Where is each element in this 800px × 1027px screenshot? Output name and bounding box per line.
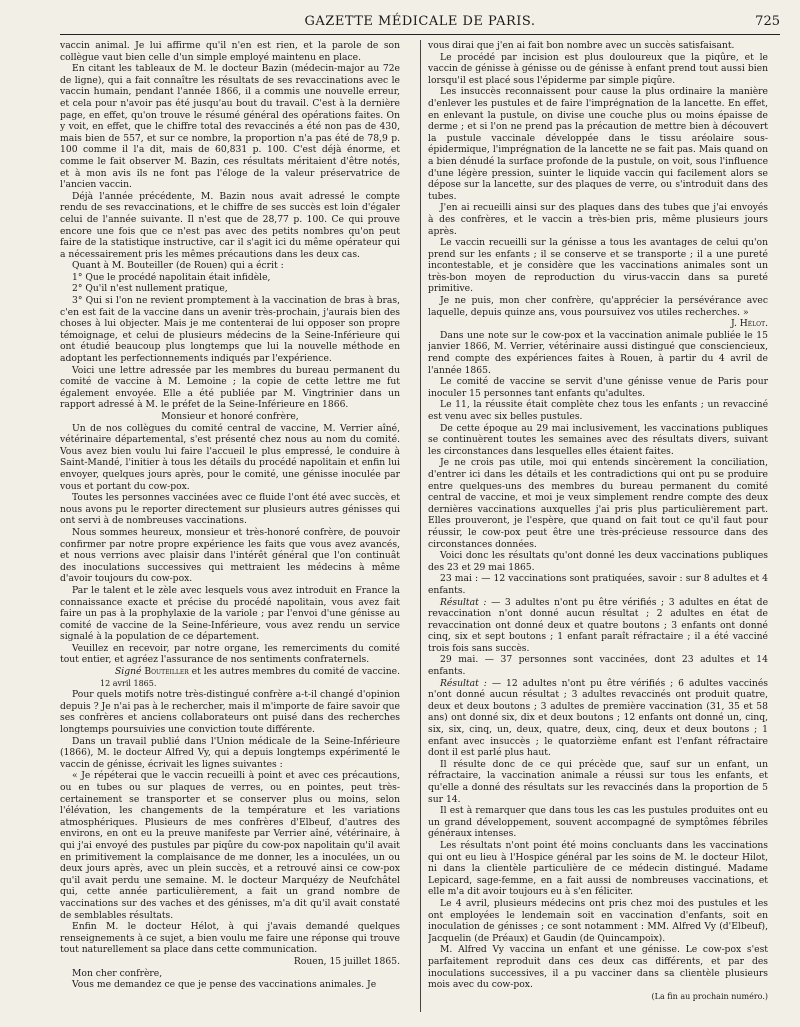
paragraph: Le 11, la réussite était complète chez tous les enfants ; un revacciné est venu avec six belles pustules.: [428, 399, 768, 422]
paragraph: Par le talent et le zèle avec lesquels vous avez introduit en France la connaissance exacte et précise du procédé napolitain, vous avez fait faire un pas à la prophylaxie de la variole ; par l'envoi d'une génisse au comité de vaccine de la Seine-Inférieure, vous avez rendu un service signalé à la population de ce département.: [60, 584, 400, 643]
paragraph: 29 mai. — 37 personnes sont vaccinées, dont 23 adultes et 14 enfants.: [428, 654, 768, 678]
paragraph: Pour quels motifs notre très-distingué confrère a-t-il changé d'opinion depuis ? Je n'ai pas à le rechercher, mais il m'importe de faire savoir que ses confrères et anciens collaborateurs ont puisé dans des recherches longtemps poursuivies une conviction toute différente.: [60, 689, 400, 736]
paragraph: Le 4 avril, plusieurs médecins ont pris chez moi des pustules et les ont employées le lendemain soit en vaccination d'enfants, soit en inoculation de génisses ; ce sont notamment : MM. Alfred Vy (d'Elbeuf), Jacquelin (de Préaux) et Gaudin (de Quincampoix).: [428, 897, 768, 944]
paragraph: 23 mai : — 12 vaccinations sont pratiquées, savoir : sur 8 adultes et 4 enfants.: [428, 573, 768, 596]
paragraph: Un de nos collègues du comité central de vaccine, M. Verrier aîné, vétérinaire départemental, s'est présenté chez nous au nom du comité. Vous avez bien voulu lui faire l'accueil le plus empressé, le conduire à Saint-Mandé, l'initier à tous les détails du procédé napolitain et enfin lui envoyer, quelques jours après, pour le comité, une génisse inoculée par vous et portant du cow-pox.: [60, 422, 400, 492]
list-item: 1° Que le procédé napolitain était infidèle,: [72, 271, 271, 283]
paragraph: vous dirai que j'en ai fait bon nombre avec un succès satisfaisant.: [428, 40, 735, 51]
letter-date: 12 avril 1865.: [100, 678, 157, 688]
page-number: 725: [755, 14, 780, 29]
signature-name: Bouteiller: [144, 666, 189, 678]
paragraph: Enfin M. le docteur Hélot, à qui j'avais demandé quelques renseignements à ce sujet, a bien voulu me faire une réponse qui trouve tout naturellement sa place dans cette communication.: [60, 921, 400, 956]
paragraph: M. Alfred Vy vaccina un enfant et une génisse. Le cow-pox s'est parfaitement reproduit dans ces deux cas différents, et par des inoculations successives, il a pu vacciner dans sa clientèle plusieurs mois avec du cow-pox.: [428, 944, 768, 991]
paragraph: [428, 597, 768, 655]
paragraph: En citant les tableaux de M. le docteur Bazin (médecin-major au 72e de ligne), qui a fait connaître les résultats de ses revaccinations avec le vaccin humain, pendant l'année 1866, il a commis une nouvelle erreur, et cela pour n'avoir pas été jusqu'au bout du travail. C'est à la dernière page, en effet, qu'on trouve le résumé général des opérations faites. On y voit, en effet, que le chiffre total des revaccinés a été non pas de 430, mais bien de 557, et sur ce nombre, la proportion n'a pas été de 78,9 p. 100 comme il l'a dit, mais de 60,831 p. 100. C'est déjà énorme, et comme le fait observer M. Bazin, ces résultats méritaient d'être notés, et à mon avis ils ne font pas l'éloge de la valeur préservatrice de l'ancien vaccin.: [60, 63, 400, 191]
letter-salutation: Monsieur et honoré confrère,: [161, 411, 299, 422]
paragraph: Je ne crois pas utile, moi qui entends sincèrement la conciliation, d'entrer ici dans les détails et les contradictions qui ont pu se produire entre quelques-uns des membres du bureau permanent du comité central de vaccine, et moi je veux simplement rendre compte des deux dernières vaccinations auxquelles j'ai pris plus particulièrement part. Elles prouveront, je l'espère, que quand on fait tout ce qu'il faut pour réussir, le cow-pox peut être une très-précieuse ressource dans des circonstances données.: [428, 457, 768, 550]
signature-label: Signé: [115, 666, 142, 678]
result-text: — 12 adultes n'ont pu être vérifiés ; 6 adultes vaccinés n'ont donné aucun résultat ; 3 adultes revaccinés ont produit quatre, deux et deux boutons ; 3 adultes de première vaccination (31, 35 et 58 ans) ont donné six, dix et deux boutons ; 12 enfants ont donné un, cinq, six, six, cinq, un, deux, quatre, deux, cinq, deux et deux boutons ; 1 enfant avec insuccès ; le quatorzième enfant est l'enfant réfractaire dont il est parlé plus haut.: [428, 677, 768, 759]
paragraph: Les résultats n'ont point été moins concluants dans les vaccinations qui ont eu lieu à l'Hospice général par les soins de M. le docteur Hilot, ni dans la clientèle particulière de ce médecin distingué. Madame Lepicard, sage-femme, en a fait aussi de nombreuses vaccinations, et elle m'a dit avoir toujours eu à s'en féliciter.: [428, 839, 768, 898]
result-label: Résultat :: [440, 677, 487, 689]
paragraph: [428, 678, 768, 759]
paragraph: vaccin animal. Je lui affirme qu'il n'en est rien, et la parole de son collègue vaut bien celle d'un simple employé maintenu en place.: [60, 40, 400, 63]
paragraph: De cette époque au 29 mai inclusivement, les vaccinations publiques se continuèrent toutes les semaines avec des résultats divers, suivant les circonstances dans lesquelles elles étaient faites.: [428, 422, 768, 457]
paragraph: Vous me demandez ce que je pense des vaccinations animales. Je: [72, 979, 377, 991]
paragraph: Je ne puis, mon cher confrère, qu'apprécier la persévérance avec laquelle, depuis quinze ans, vous poursuivez vos utiles recherches. »: [428, 295, 768, 318]
page-header: [60, 12, 780, 35]
paragraph: Le procédé par incision est plus douloureux que la piqûre, et le vaccin de génisse à génisse ou de génisse à enfant prend tout aussi bien lorsqu'il est placé sous l'épiderme par simple piqûre.: [428, 51, 768, 86]
result-label: Résultat :: [440, 596, 487, 608]
left-column: [60, 40, 400, 1020]
list-item: 3° Qui si l'on ne revient promptement à la vaccination de bras à bras, c'en est fait de la vaccine dans un avenir très-prochain, j'aurais bien des choses à lui objecter. Mais je me contenterai de lui opposer son propre témoignage, et celui de plusieurs médecins de la Seine-Inférieure qui ont étudié beaucoup plus longtemps que lui la nouvelle méthode en adoptant les perfectionnements indiqués par l'expérience.: [60, 295, 400, 365]
paragraph: Le comité de vaccine se servit d'une génisse venue de Paris pour inoculer 15 personnes tant enfants qu'adultes.: [428, 376, 768, 399]
paragraph: Veuillez en recevoir, par notre organe, les remerciments du comité tout entier, et agréez l'assurance de nos sentiments confraternels.: [60, 642, 400, 666]
column-divider: [420, 40, 421, 1012]
journal-title: GAZETTE MÉDICALE DE PARIS.: [304, 14, 536, 29]
paragraph: Dans une note sur le cow-pox et la vaccination animale publiée le 15 janvier 1866, M. Verrier, vétérinaire aussi distingué que consciencieux, rend compte des expériences faites à Rouen, à partir du 4 avril de l'année 1865.: [428, 329, 768, 376]
letter-salutation: Mon cher confrère,: [72, 967, 163, 979]
paragraph: Dans un travail publié dans l'Union médicale de la Seine-Inférieure (1866), M. le docteur Alfred Vy, qui a depuis longtemps expérimenté le vaccin de génisse, écrivait les lignes suivantes :: [60, 735, 400, 770]
paragraph: Il est à remarquer que dans tous les cas les pustules produites ont eu un grand développement, souvent accompagné de symptômes fébriles généraux intenses.: [428, 805, 768, 840]
paragraph: Voici donc les résultats qu'ont donné les deux vaccinations publiques des 23 et 29 mai 1865.: [428, 550, 768, 573]
letter-date: Rouen, 15 juillet 1865.: [293, 955, 400, 967]
paragraph: Le vaccin recueilli sur la génisse a tous les avantages de celui qu'on prend sur les enfants ; il se conserve et se transporte ; il a une pureté incontestable, et je considère que les vaccinations animales sont un très-bon moyen de reproduction du virus-vaccin dans sa pureté primitive.: [428, 237, 768, 295]
letter-signature: [60, 666, 400, 678]
paragraph: Voici une lettre adressée par les membres du bureau permanent du comité de vaccine à M. Lemoine ; la copie de cette lettre me fut également envoyée. Elle a été publiée par M. Vingtrinier dans un rapport adressé à M. le préfet de la Seine-Inférieure en 1866.: [60, 364, 400, 411]
paragraph: Les insuccès reconnaissent pour cause la plus ordinaire la manière d'enlever les pustules et de faire l'imprégnation de la lancette. En effet, en enlevant la pustule, on divise une couche plus ou moins épaisse de derme ; et si l'on ne prend pas la précaution de mettre bien à découvert la pustule vaccinale développée dans le tissu aréolaire sous-épidermique, l'imprégnation de la lancette ne se fait pas. Mais quand on a bien dénudé la surface profonde de la pustule, on voit, sous l'influence d'une légère pression, suinter le liquide vaccin qui facilement alors se dépose sur la lancette, sur des plaques de verre, ou s'introduit dans des tubes.: [428, 86, 768, 202]
letter-signature: J. Hélot.: [730, 318, 768, 330]
paragraph: Toutes les personnes vaccinées avec ce fluide l'ont été avec succès, et nous avons pu le reporter directement sur plusieurs autres génisses qui ont servi à de nombreuses vaccinations.: [60, 492, 400, 527]
list-item: 2° Qu'il n'est nullement pratique,: [72, 283, 228, 295]
quotation: « Je répéterai que le vaccin recueilli à point et avec ces précautions, ou en tubes ou sur plaques de verres, ou en pointes, peut très-certainement se transporter et se conserver plus ou moins, selon l'élévation, les changements de la température et les variations atmosphériques. Plusieurs de mes confrères d'Elbeuf, d'autres des environs, en ont eu la preuve manifeste par Verrier aîné, vétérinaire, à qui j'ai envoyé des pustules par piqûre du cow-pox napolitain qu'il avait en primitivement la complaisance de me donner, les a inoculées, un ou deux jours après, avec un plein succès, et a retrouvé ainsi ce cow-pox qu'il avait perdu une semaine. M. le docteur Marquézy de Neufchâtel qui, cette année particulièrement, a fait un grand nombre de vaccinations sur des vaches et des génisses, m'a dit qu'il avait constaté de semblables résultats.: [60, 770, 400, 921]
signature-rest: et les autres membres du comité de vaccine.: [191, 666, 400, 678]
paragraph: Nous sommes heureux, monsieur et très-honoré confrère, de pouvoir confirmer par notre propre expérience les faits que vous avez avancés, et nous verrions avec plaisir dans l'intérêt général que l'on continuât des inoculations successives qui mettraient les médecins à même d'avoir toujours du cow-pox.: [60, 526, 400, 585]
right-column: [428, 40, 768, 1020]
paragraph: Quant à M. Bouteiller (de Rouen) qui a écrit :: [72, 260, 284, 272]
continued-note: (La fin au prochain numéro.): [651, 991, 768, 1001]
result-text: — 3 adultes n'ont pu être vérifiés ; 3 adultes en état de revaccination n'ont donné aucun résultat ; 2 adultes en état de revaccination ont donné deux et quatre boutons ; 3 enfants ont donné cinq, six et sept boutons ; 1 enfant paraît réfractaire ; il a été vacciné trois fois sans succès.: [428, 596, 768, 654]
paragraph: Il résulte donc de ce qui précède que, sauf sur un enfant, un réfractaire, la vaccination animale a réussi sur tous les enfants, et qu'elle a donné des résultats sur les revaccinés dans la proportion de 5 sur 14.: [428, 758, 768, 805]
paragraph: J'en ai recueilli ainsi sur des plaques dans des tubes que j'ai envoyés à des confrères, et le vaccin a très-bien pris, même plusieurs jours après.: [428, 202, 768, 237]
paragraph: Déjà l'année précédente, M. Bazin nous avait adressé le compte rendu de ses revaccinations, et le chiffre de ses succès est loin d'égaler celui de l'année suivante. Il n'est que de 28,77 p. 100. Ce qui prouve encore une fois que ce n'est pas avec des petits nombres qu'on peut faire de la statistique instructive, car il s'agit ici du même opérateur qui a nécessairement pris les mêmes précautions dans les deux cas.: [60, 190, 400, 260]
